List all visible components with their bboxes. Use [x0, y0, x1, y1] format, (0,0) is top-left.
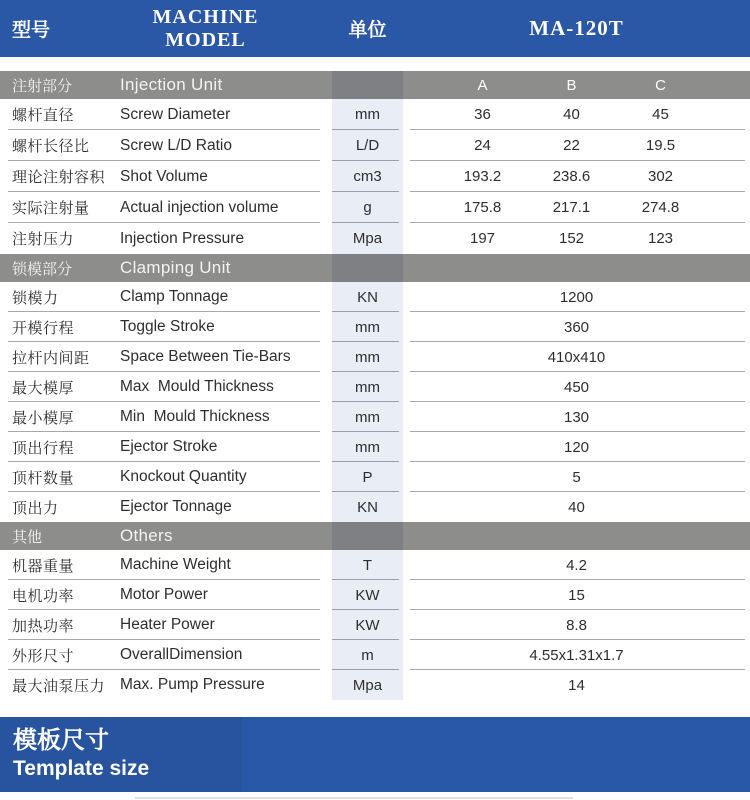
row-label-en: Actual injection volume	[120, 198, 279, 216]
row-values	[403, 106, 750, 123]
table-row	[0, 492, 750, 522]
unit-column-band	[332, 71, 403, 99]
table-row	[0, 402, 750, 432]
spec-table	[0, 71, 750, 700]
row-label-cn: 电机功率	[12, 587, 75, 605]
section-title-cn: 注射部分	[12, 77, 73, 95]
row-values	[403, 137, 750, 154]
unit-column-band	[332, 254, 403, 282]
value-cell: 24	[474, 137, 491, 154]
table-row	[0, 372, 750, 402]
table-row	[0, 282, 750, 312]
row-label-en: Max Mould Thickness	[120, 378, 274, 395]
section-title-en: Injection Unit	[120, 75, 223, 94]
value-cell: 19.5	[645, 137, 676, 154]
section-header	[0, 254, 750, 282]
row-value: 40	[568, 498, 585, 516]
machine-model-value: MA-120T	[529, 16, 624, 40]
value-cell: 197	[469, 230, 496, 247]
value-cell: 123	[647, 230, 674, 247]
row-unit: P	[332, 462, 403, 492]
row-label-en: Injection Pressure	[120, 229, 245, 247]
row-unit: T	[332, 550, 403, 580]
table-row	[0, 550, 750, 580]
row-label-cn: 理论注射容积	[12, 169, 106, 186]
row-label-en: Machine Weight	[120, 556, 231, 573]
row-label-cn: 最小模厚	[12, 409, 75, 427]
table-row	[0, 640, 750, 670]
column-header: C	[655, 76, 666, 94]
row-label-cn: 顶出力	[12, 499, 59, 517]
row-unit: mm	[332, 432, 403, 462]
row-label-en: Max. Pump Pressure	[120, 676, 265, 693]
header-spacer	[0, 57, 750, 71]
row-unit: mm	[332, 342, 403, 372]
row-label-cn: 顶出行程	[12, 439, 75, 457]
row-unit: KN	[332, 282, 403, 312]
column-header: B	[566, 76, 577, 94]
row-value: 450	[563, 378, 590, 396]
unit-column-band	[332, 522, 403, 550]
row-unit: g	[332, 192, 403, 223]
row-value: 360	[563, 318, 590, 336]
table-row	[0, 223, 750, 254]
section-header	[0, 71, 750, 99]
abc-column-headers	[403, 77, 750, 94]
row-unit: KW	[332, 580, 403, 610]
row-label-cn: 最大模厚	[12, 379, 75, 397]
row-value: 130	[563, 408, 590, 426]
section-title-cn: 锁模部分	[12, 260, 73, 278]
table-row	[0, 161, 750, 192]
row-label-en: Screw L/D Ratio	[120, 136, 232, 154]
section-1	[0, 254, 750, 522]
row-label-cn: 拉杆内间距	[12, 349, 90, 367]
row-value: 15	[568, 586, 585, 604]
table-row	[0, 312, 750, 342]
row-unit: cm3	[332, 161, 403, 192]
row-label-en: Motor Power	[120, 586, 208, 603]
next-table-top-border	[135, 797, 573, 799]
section-title-cn: 其他	[12, 528, 43, 546]
table-row	[0, 192, 750, 223]
section-title-en: Others	[120, 526, 173, 545]
row-unit: Mpa	[332, 670, 403, 700]
row-label-en: Heater Power	[120, 616, 215, 633]
row-values	[403, 168, 750, 185]
table-row	[0, 342, 750, 372]
row-unit: KN	[332, 492, 403, 522]
value-cell: 40	[563, 106, 580, 123]
table-row	[0, 462, 750, 492]
row-label-cn: 最大油泵压力	[12, 677, 106, 695]
row-value: 14	[568, 676, 585, 694]
value-cell: 238.6	[552, 168, 591, 185]
row-unit: mm	[332, 312, 403, 342]
row-label-cn: 螺杆长径比	[12, 138, 90, 155]
row-unit: mm	[332, 99, 403, 130]
row-label-en: Space Between Tie-Bars	[120, 348, 291, 365]
row-label-cn: 顶杆数量	[12, 469, 75, 487]
row-label-cn: 实际注射量	[12, 200, 90, 217]
value-cell: 36	[474, 106, 491, 123]
table-header-bar	[0, 0, 750, 57]
table-row	[0, 99, 750, 130]
table-row	[0, 130, 750, 161]
model-label-en: MACHINE MODEL	[152, 5, 259, 51]
table-row	[0, 670, 750, 700]
row-label-en: Screw Diameter	[120, 105, 231, 123]
row-label-cn: 开模行程	[12, 319, 75, 337]
row-unit: m	[332, 640, 403, 670]
template-size-title-cn: 模板尺寸	[13, 727, 109, 754]
row-unit: Mpa	[332, 223, 403, 254]
row-label-en: Min Mould Thickness	[120, 408, 270, 425]
table-row	[0, 610, 750, 640]
row-value: 8.8	[566, 616, 587, 634]
row-value: 4.2	[566, 556, 587, 574]
value-cell: 45	[652, 106, 669, 123]
value-cell: 175.8	[463, 199, 502, 216]
template-size-banner	[0, 717, 750, 792]
row-unit: mm	[332, 372, 403, 402]
row-label-en: Ejector Tonnage	[120, 498, 232, 515]
section-0	[0, 71, 750, 254]
row-label-cn: 外形尺寸	[12, 647, 75, 665]
template-size-title-en: Template size	[13, 757, 150, 780]
unit-column-label: 单位	[348, 20, 387, 41]
row-label-en: Ejector Stroke	[120, 438, 218, 455]
row-value: 410x410	[547, 348, 606, 366]
section-2	[0, 522, 750, 700]
row-value: 5	[572, 468, 581, 486]
value-cell: 302	[647, 168, 674, 185]
row-unit: L/D	[332, 130, 403, 161]
table-row	[0, 580, 750, 610]
row-label-en: Toggle Stroke	[120, 318, 215, 335]
value-cell: 217.1	[552, 199, 591, 216]
row-label-cn: 加热功率	[12, 617, 75, 635]
value-cell: 22	[563, 137, 580, 154]
value-cell: 274.8	[641, 199, 680, 216]
row-label-cn: 螺杆直径	[12, 107, 75, 124]
row-label-cn: 机器重量	[12, 557, 75, 575]
value-cell: 152	[558, 230, 585, 247]
row-value: 4.55x1.31x1.7	[529, 646, 624, 664]
value-cell: 193.2	[463, 168, 502, 185]
row-values	[403, 199, 750, 216]
section-title-en: Clamping Unit	[120, 258, 231, 277]
column-header: A	[477, 76, 488, 94]
row-label-cn: 注射压力	[12, 231, 75, 248]
row-label-en: OverallDimension	[120, 646, 243, 663]
table-row	[0, 432, 750, 462]
row-label-en: Clamp Tonnage	[120, 288, 229, 305]
section-header	[0, 522, 750, 550]
row-label-en: Shot Volume	[120, 167, 208, 185]
row-label-en: Knockout Quantity	[120, 468, 247, 485]
row-unit: KW	[332, 610, 403, 640]
row-label-cn: 锁模力	[12, 289, 59, 307]
row-values	[403, 230, 750, 247]
row-value: 120	[563, 438, 590, 456]
row-unit: mm	[332, 402, 403, 432]
model-label-cn: 型号	[12, 20, 51, 41]
row-value: 1200	[559, 288, 594, 306]
